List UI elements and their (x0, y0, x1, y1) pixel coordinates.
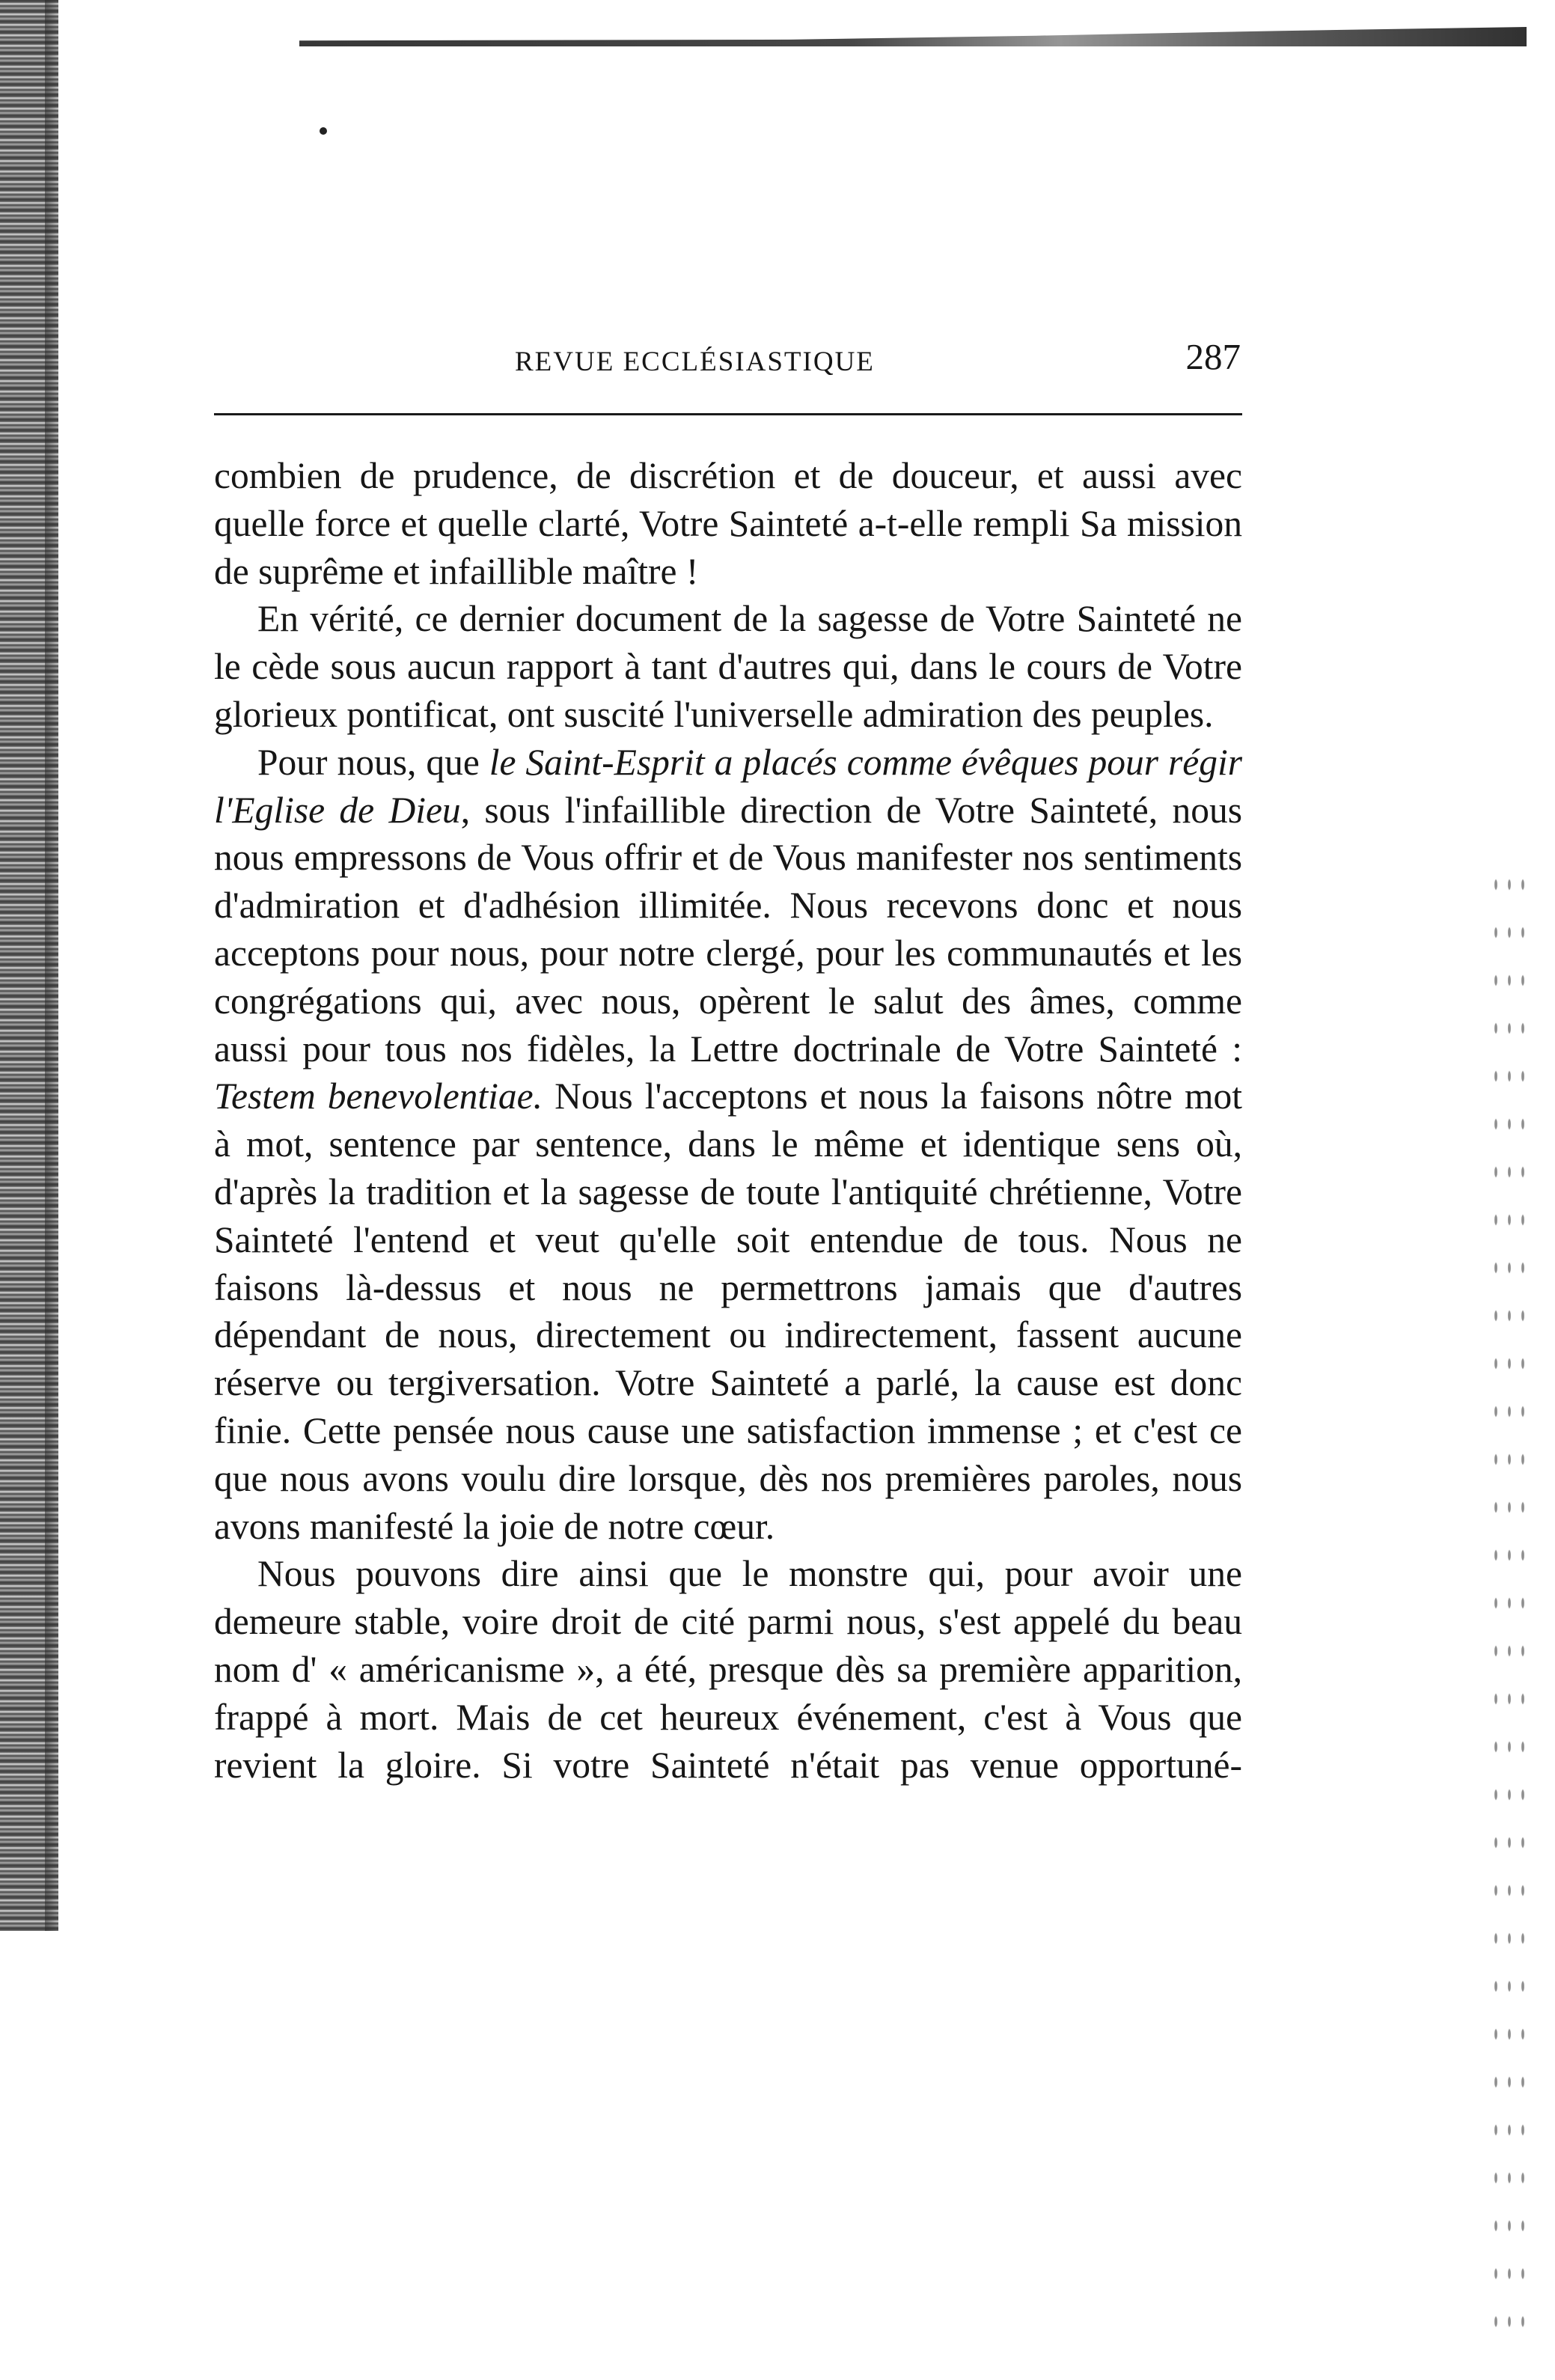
scan-top-edge-artifact (299, 27, 1527, 46)
page-number: 287 (1185, 336, 1241, 377)
scan-speck (320, 127, 327, 135)
paragraph-1: combien de prudence, de discrétion et de douceur, et aussi avec quelle force et quelle clarté, Votre Sainteté a-t-elle rempli Sa mission de suprême et infaillible maître ! (214, 455, 1242, 592)
header-rule (214, 413, 1242, 415)
running-head (216, 331, 1241, 391)
paragraph-3-text-a: Pour nous, que (257, 741, 489, 783)
scan-right-margin-specks (1489, 861, 1534, 2358)
paragraph-2: En vérité, ce dernier document de la sagesse de Votre Sainteté ne le cède sous aucun rapport à tant d'autres qui, dans le cours de Votre glorieux pontificat, ont suscité l'universelle admiration des peuples. (214, 598, 1242, 735)
paragraph-4: Nous pouvons dire ainsi que le monstre qui, pour avoir une demeure stable, voire droit de cité parmi nous, s'est appelé du beau nom d' « américanisme », a été, presque dès sa première apparition, frappé à mort. Mais de cet heureux événement, c'est à Vous que revient la gloire. Si votre Sainteté n'était pas venue opportuné- (214, 1553, 1242, 1786)
paragraph-3-italic-title: Testem benevolentiae. (214, 1075, 543, 1117)
body-text (214, 452, 1242, 1789)
running-title: REVUE ECCLÉSIASTIQUE (515, 347, 875, 377)
paragraph-3 (214, 739, 1242, 1551)
paragraph-3-italic-quote: le Saint-Esprit a placés comme évêques pour régir l'Eglise de Dieu (214, 741, 1242, 831)
paragraph-3-text-e: Nous l'acceptons et nous la faisons nôtre mot à mot, sentence par sentence, dans le même et identique sens où, d'après la tradition et la sagesse de toute l'antiquité chrétienne, Votre Sainteté l'entend et veut qu'elle soit entendue de tous. Nous ne faisons là-dessus et nous ne permettrons jamais que d'autres dépendant de nous, directement ou indirectement, fassent aucune réserve ou tergiversation. Votre Sainteté a parlé, la cause est donc finie. Cette pensée nous cause une satisfaction immense ; et c'est ce que nous avons voulu dire lorsque, dès nos premières paroles, nous avons manifesté la joie de notre cœur. (214, 1075, 1242, 1547)
paragraph-3-text-c: , sous l'infaillible direction de Votre Sainteté, nous nous empressons de Vous offrir et de Vous manifester nos sentiments d'admiration et d'adhésion illimitée. Nous recevons donc et nous acceptons pour nous, pour notre clergé, pour les communautés et les congrégations qui, avec nous, opèrent le salut des âmes, comme aussi pour tous nos fidèles, la Lettre doctrinale de Votre Sainteté : (214, 789, 1242, 1070)
scan-binding-edge (0, 0, 58, 1931)
